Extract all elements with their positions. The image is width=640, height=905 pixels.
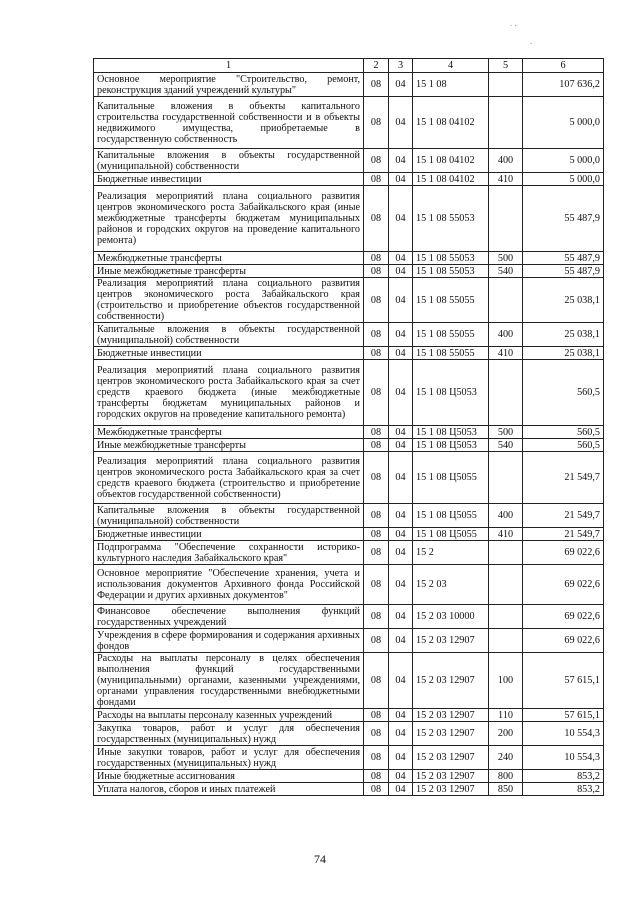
cell-subsection: 04 xyxy=(389,709,413,722)
cell-section: 08 xyxy=(364,770,389,783)
cell-amount: 21 549,7 xyxy=(523,504,604,528)
cell-name: Капитальные вложения в объекты государственной (муниципальной) собственности xyxy=(94,504,364,528)
cell-target-article: 15 1 08 Ц5055 xyxy=(413,528,489,541)
table-row xyxy=(94,323,604,347)
cell-expense-type: 540 xyxy=(489,439,523,452)
cell-expense-type xyxy=(489,605,523,629)
cell-subsection: 04 xyxy=(389,746,413,770)
cell-section: 08 xyxy=(364,439,389,452)
cell-section: 08 xyxy=(364,629,389,653)
cell-section: 08 xyxy=(364,73,389,97)
cell-name: Капитальные вложения в объекты государственной (муниципальной) собственности xyxy=(94,149,364,173)
table-row xyxy=(94,770,604,783)
cell-name: Уплата налогов, сборов и иных платежей xyxy=(94,783,364,796)
cell-amount: 5 000,0 xyxy=(523,149,604,173)
cell-subsection: 04 xyxy=(389,783,413,796)
col-header-amount: 6 xyxy=(523,59,604,73)
table-row xyxy=(94,605,604,629)
table-row xyxy=(94,347,604,360)
cell-target-article: 15 2 03 xyxy=(413,565,489,605)
table-row xyxy=(94,722,604,746)
cell-target-article: 15 1 08 04102 xyxy=(413,149,489,173)
cell-target-article: 15 1 08 55055 xyxy=(413,278,489,323)
table-row xyxy=(94,278,604,323)
cell-amount: 107 636,2 xyxy=(523,73,604,97)
cell-name: Иные межбюджетные трансферты xyxy=(94,439,364,452)
cell-subsection: 04 xyxy=(389,252,413,265)
table-row xyxy=(94,746,604,770)
cell-name: Финансовое обеспечение выполнения функций государственных учреждений xyxy=(94,605,364,629)
cell-section: 08 xyxy=(364,252,389,265)
cell-amount: 55 487,9 xyxy=(523,186,604,252)
cell-subsection: 04 xyxy=(389,278,413,323)
cell-subsection: 04 xyxy=(389,73,413,97)
cell-section: 08 xyxy=(364,149,389,173)
cell-amount: 10 554,3 xyxy=(523,722,604,746)
cell-section: 08 xyxy=(364,528,389,541)
cell-target-article: 15 2 03 12907 xyxy=(413,746,489,770)
cell-subsection: 04 xyxy=(389,97,413,149)
cell-section: 08 xyxy=(364,426,389,439)
cell-expense-type: 850 xyxy=(489,783,523,796)
cell-amount: 57 615,1 xyxy=(523,709,604,722)
cell-expense-type xyxy=(489,278,523,323)
cell-amount: 5 000,0 xyxy=(523,173,604,186)
cell-name: Бюджетные инвестиции xyxy=(94,347,364,360)
cell-name: Капитальные вложения в объекты капитального строительства государственной собственности и в объекты недвижимого имущества, приобретаемые в государственную собственность xyxy=(94,97,364,149)
cell-amount: 21 549,7 xyxy=(523,452,604,504)
cell-section: 08 xyxy=(364,653,389,709)
cell-target-article: 15 2 03 12907 xyxy=(413,629,489,653)
cell-subsection: 04 xyxy=(389,186,413,252)
cell-expense-type xyxy=(489,186,523,252)
cell-name: Межбюджетные трансферты xyxy=(94,426,364,439)
cell-target-article: 15 1 08 55053 xyxy=(413,252,489,265)
cell-section: 08 xyxy=(364,265,389,278)
cell-amount: 69 022,6 xyxy=(523,541,604,565)
cell-expense-type: 500 xyxy=(489,426,523,439)
cell-amount: 21 549,7 xyxy=(523,528,604,541)
col-header-section: 2 xyxy=(364,59,389,73)
cell-target-article: 15 1 08 04102 xyxy=(413,97,489,149)
cell-amount: 69 022,6 xyxy=(523,605,604,629)
cell-name: Реализация мероприятий плана социального развития центров экономического роста Забайкальского края (строительство и приобретение объектов государственной собственности) xyxy=(94,278,364,323)
cell-expense-type: 800 xyxy=(489,770,523,783)
cell-amount: 10 554,3 xyxy=(523,746,604,770)
cell-name: Основное мероприятие "Строительство, ремонт, реконструкция зданий учреждений культуры" xyxy=(94,73,364,97)
cell-subsection: 04 xyxy=(389,439,413,452)
cell-name: Закупка товаров, работ и услуг для обеспечения государственных (муниципальных) нужд xyxy=(94,722,364,746)
header-row xyxy=(94,59,604,73)
cell-section: 08 xyxy=(364,186,389,252)
cell-amount: 55 487,9 xyxy=(523,252,604,265)
cell-amount: 25 038,1 xyxy=(523,347,604,360)
cell-amount: 57 615,1 xyxy=(523,653,604,709)
cell-section: 08 xyxy=(364,746,389,770)
table-row xyxy=(94,186,604,252)
table-row xyxy=(94,629,604,653)
cell-amount: 69 022,6 xyxy=(523,565,604,605)
cell-target-article: 15 2 03 12907 xyxy=(413,783,489,796)
cell-subsection: 04 xyxy=(389,504,413,528)
cell-name: Реализация мероприятий плана социального развития центров экономического роста Забайкальского края за счет средств краевого бюджета (иные межбюджетные трансферты бюджетам муниципальных районов и городских округов на проведение капитального ремонта) xyxy=(94,360,364,426)
cell-subsection: 04 xyxy=(389,605,413,629)
cell-section: 08 xyxy=(364,452,389,504)
col-header-subsection: 3 xyxy=(389,59,413,73)
scan-speck: . . xyxy=(510,18,517,28)
cell-expense-type xyxy=(489,541,523,565)
cell-name: Расходы на выплаты персоналу в целях обеспечения выполнения функций государственными (муниципальными) органами, казенными учреждениями, органами управления государственными внебюджетными фондами xyxy=(94,653,364,709)
col-header-name: 1 xyxy=(94,59,364,73)
cell-target-article: 15 1 08 xyxy=(413,73,489,97)
cell-target-article: 15 2 03 12907 xyxy=(413,653,489,709)
cell-section: 08 xyxy=(364,722,389,746)
cell-name: Иные бюджетные ассигнования xyxy=(94,770,364,783)
page-number: 74 xyxy=(314,852,326,866)
cell-name: Бюджетные инвестиции xyxy=(94,173,364,186)
cell-section: 08 xyxy=(364,541,389,565)
cell-amount: 560,5 xyxy=(523,426,604,439)
table-row xyxy=(94,173,604,186)
cell-section: 08 xyxy=(364,783,389,796)
cell-expense-type: 110 xyxy=(489,709,523,722)
table-row xyxy=(94,439,604,452)
cell-expense-type: 240 xyxy=(489,746,523,770)
table-row xyxy=(94,452,604,504)
cell-section: 08 xyxy=(364,97,389,149)
cell-expense-type: 410 xyxy=(489,347,523,360)
cell-expense-type: 400 xyxy=(489,504,523,528)
cell-target-article: 15 1 08 Ц5055 xyxy=(413,452,489,504)
cell-target-article: 15 1 08 Ц5053 xyxy=(413,439,489,452)
cell-expense-type xyxy=(489,565,523,605)
cell-subsection: 04 xyxy=(389,528,413,541)
cell-expense-type xyxy=(489,452,523,504)
cell-target-article: 15 2 xyxy=(413,541,489,565)
table-row xyxy=(94,541,604,565)
col-header-expense-type: 5 xyxy=(489,59,523,73)
cell-subsection: 04 xyxy=(389,360,413,426)
cell-target-article: 15 1 08 55055 xyxy=(413,347,489,360)
cell-expense-type: 540 xyxy=(489,265,523,278)
cell-name: Реализация мероприятий плана социального развития центров экономического роста Забайкальского края за счет средств краевого бюджета (строительство и приобретение объектов государственной собственности) xyxy=(94,452,364,504)
cell-amount: 55 487,9 xyxy=(523,265,604,278)
cell-subsection: 04 xyxy=(389,323,413,347)
cell-target-article: 15 1 08 04102 xyxy=(413,173,489,186)
cell-section: 08 xyxy=(364,278,389,323)
cell-subsection: 04 xyxy=(389,452,413,504)
cell-name: Подпрограмма "Обеспечение сохранности историко-культурного наследия Забайкальского края" xyxy=(94,541,364,565)
cell-section: 08 xyxy=(364,347,389,360)
col-header-target-article: 4 xyxy=(413,59,489,73)
cell-expense-type: 400 xyxy=(489,323,523,347)
cell-expense-type: 400 xyxy=(489,149,523,173)
cell-name: Основное мероприятие "Обеспечение хранения, учета и использования документов Архивного фонда Российской Федерации и других архивных документов" xyxy=(94,565,364,605)
table-row xyxy=(94,265,604,278)
table-row xyxy=(94,565,604,605)
cell-target-article: 15 1 08 Ц5053 xyxy=(413,426,489,439)
cell-section: 08 xyxy=(364,173,389,186)
cell-section: 08 xyxy=(364,565,389,605)
cell-amount: 25 038,1 xyxy=(523,323,604,347)
table-row xyxy=(94,783,604,796)
cell-name: Межбюджетные трансферты xyxy=(94,252,364,265)
cell-target-article: 15 1 08 Ц5053 xyxy=(413,360,489,426)
cell-target-article: 15 2 03 10000 xyxy=(413,605,489,629)
cell-subsection: 04 xyxy=(389,347,413,360)
cell-subsection: 04 xyxy=(389,149,413,173)
cell-amount: 560,5 xyxy=(523,360,604,426)
table-row xyxy=(94,149,604,173)
cell-expense-type xyxy=(489,360,523,426)
cell-target-article: 15 1 08 55053 xyxy=(413,265,489,278)
cell-target-article: 15 2 03 12907 xyxy=(413,709,489,722)
table-row xyxy=(94,252,604,265)
cell-expense-type: 100 xyxy=(489,653,523,709)
cell-subsection: 04 xyxy=(389,173,413,186)
cell-expense-type: 410 xyxy=(489,173,523,186)
cell-expense-type: 410 xyxy=(489,528,523,541)
cell-section: 08 xyxy=(364,504,389,528)
cell-name: Бюджетные инвестиции xyxy=(94,528,364,541)
budget-table xyxy=(93,58,604,796)
cell-subsection: 04 xyxy=(389,265,413,278)
cell-expense-type xyxy=(489,629,523,653)
cell-amount: 25 038,1 xyxy=(523,278,604,323)
cell-name: Реализация мероприятий плана социального развития центров экономического роста Забайкальского края (иные межбюджетные трансферты бюджетам муниципальных районов и городских округов на проведение капитального ремонта) xyxy=(94,186,364,252)
cell-amount: 560,5 xyxy=(523,439,604,452)
cell-subsection: 04 xyxy=(389,565,413,605)
cell-expense-type: 500 xyxy=(489,252,523,265)
cell-subsection: 04 xyxy=(389,541,413,565)
cell-name: Иные закупки товаров, работ и услуг для обеспечения государственных (муниципальных) нужд xyxy=(94,746,364,770)
table-row xyxy=(94,504,604,528)
cell-subsection: 04 xyxy=(389,770,413,783)
scan-speck: . xyxy=(530,36,533,46)
table-row xyxy=(94,709,604,722)
cell-subsection: 04 xyxy=(389,629,413,653)
cell-amount: 69 022,6 xyxy=(523,629,604,653)
cell-expense-type: 200 xyxy=(489,722,523,746)
table-row xyxy=(94,73,604,97)
table-row xyxy=(94,426,604,439)
cell-target-article: 15 1 08 55053 xyxy=(413,186,489,252)
cell-section: 08 xyxy=(364,605,389,629)
cell-name: Учреждения в сфере формирования и содержания архивных фондов xyxy=(94,629,364,653)
cell-subsection: 04 xyxy=(389,722,413,746)
cell-target-article: 15 1 08 Ц5055 xyxy=(413,504,489,528)
cell-subsection: 04 xyxy=(389,426,413,439)
table-row xyxy=(94,360,604,426)
cell-expense-type xyxy=(489,73,523,97)
cell-section: 08 xyxy=(364,323,389,347)
cell-amount: 5 000,0 xyxy=(523,97,604,149)
cell-amount: 853,2 xyxy=(523,783,604,796)
cell-expense-type xyxy=(489,97,523,149)
cell-section: 08 xyxy=(364,360,389,426)
table-row xyxy=(94,528,604,541)
cell-subsection: 04 xyxy=(389,653,413,709)
cell-target-article: 15 1 08 55055 xyxy=(413,323,489,347)
cell-target-article: 15 2 03 12907 xyxy=(413,722,489,746)
cell-name: Капитальные вложения в объекты государственной (муниципальной) собственности xyxy=(94,323,364,347)
cell-target-article: 15 2 03 12907 xyxy=(413,770,489,783)
table-row xyxy=(94,97,604,149)
table-row xyxy=(94,653,604,709)
cell-section: 08 xyxy=(364,709,389,722)
cell-name: Иные межбюджетные трансферты xyxy=(94,265,364,278)
cell-name: Расходы на выплаты персоналу казенных учреждений xyxy=(94,709,364,722)
cell-amount: 853,2 xyxy=(523,770,604,783)
